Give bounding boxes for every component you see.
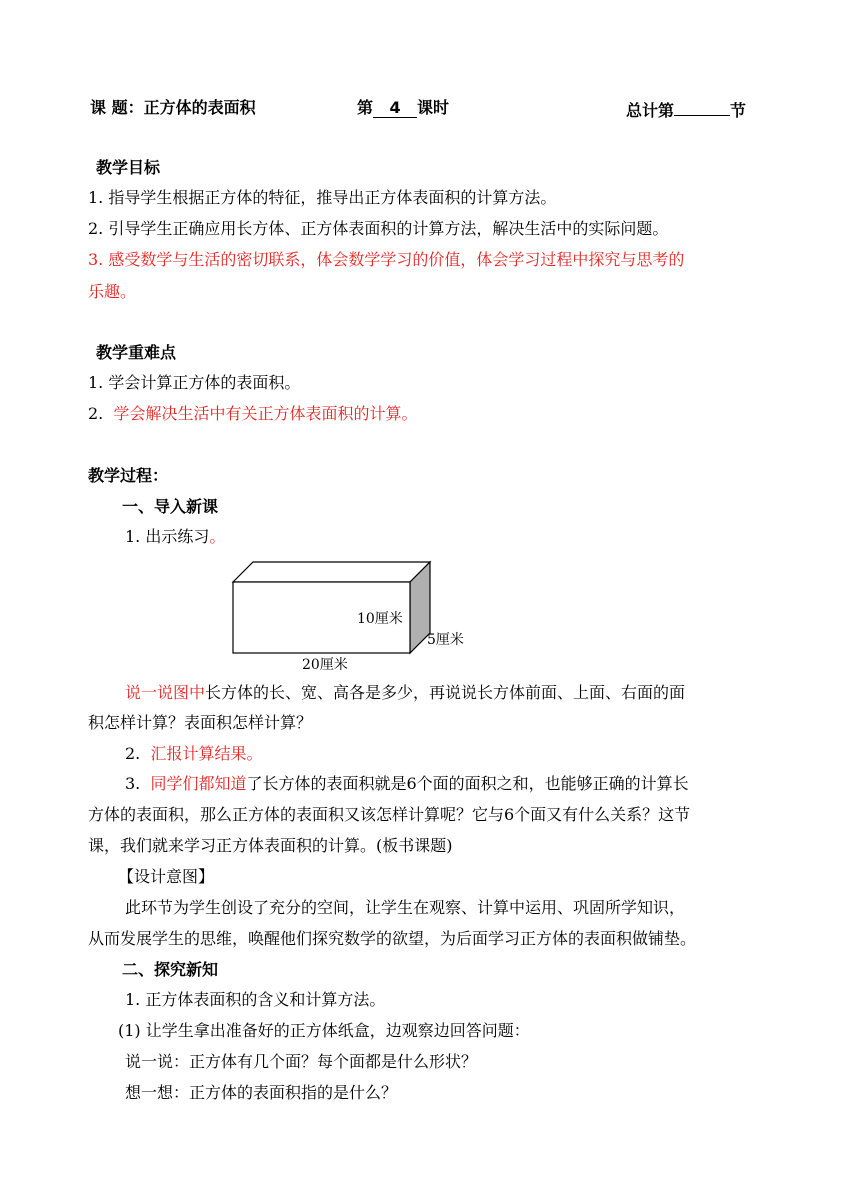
para-1-line-2: 积怎样计算？表面积怎样计算？ <box>88 713 313 732</box>
section-2-say: 说一说：正方体有几个面？每个面都是什么形状？ <box>125 1052 478 1071</box>
step-1-text: 1. 出示练习 <box>125 527 210 546</box>
section-2-item-2: (1) 让学生拿出准备好的正方体纸盒，边观察边回答问题： <box>118 1021 530 1040</box>
objective-item-2: 2. 引导学生正确应用长方体、正方体表面积的计算方法，解决生活中的实际问题。 <box>88 219 669 238</box>
key-point-item-1: 1. 学会计算正方体的表面积。 <box>88 373 301 392</box>
step-3-num: 3. <box>125 774 141 793</box>
lesson-suffix: 课时 <box>417 98 450 117</box>
lesson-number: 4 <box>373 99 417 118</box>
step-2-text: 汇报计算结果。 <box>150 744 263 763</box>
key-points-heading: 教学重难点 <box>96 343 177 362</box>
key-point-item-2 <box>88 403 417 425</box>
lesson-prefix: 第 <box>357 98 374 117</box>
section-2-item-1: 1. 正方体表面积的含义和计算方法。 <box>125 990 386 1009</box>
section-2-title: 二、探究新知 <box>122 960 219 979</box>
step-3-line-1 <box>125 773 689 795</box>
height-label: 10厘米 <box>357 611 403 627</box>
topic-title: 正方体的表面积 <box>143 98 256 117</box>
topic-line <box>90 97 256 119</box>
cuboid-top-face <box>233 562 430 582</box>
objective-item-1: 1. 指导学生根据正方体的特征，推导出正方体表面积的计算方法。 <box>88 188 557 207</box>
total-number-blank <box>674 97 730 116</box>
design-line-1: 此环节为学生创设了充分的空间，让学生在观察、计算中运用、巩固所学知识， <box>125 898 686 917</box>
design-heading: 【设计意图】 <box>118 867 215 886</box>
key-point-item-2-text: 学会解决生活中有关正方体表面积的计算。 <box>113 404 418 423</box>
cuboid-drawing <box>226 556 476 676</box>
section-2-think: 想一想：正方体的表面积指的是什么？ <box>125 1083 398 1102</box>
lesson-number-line <box>357 97 449 119</box>
section-1-title: 一、导入新课 <box>122 497 219 516</box>
objectives-heading: 教学目标 <box>96 158 161 177</box>
step-3-rest: 了长方体的表面积就是6个面的面积之和，也能够正确的计算长 <box>246 774 689 793</box>
step-1 <box>125 526 225 548</box>
depth-label: 5厘米 <box>427 632 464 648</box>
length-label: 20厘米 <box>302 657 348 673</box>
total-prefix: 总计第 <box>626 101 675 120</box>
step-3-line-3: 课，我们就来学习正方体表面积的计算。(板书课题) <box>88 836 453 855</box>
step-3-red: 同学们都知道 <box>150 774 247 793</box>
topic-label: 课 题： <box>90 98 144 117</box>
objective-item-3: 3. 感受数学与生活的密切联系，体会数学学习的价值，体会学习过程中探究与思考的 <box>88 250 685 269</box>
total-count-line <box>626 97 746 122</box>
step-2-num: 2. <box>125 744 141 763</box>
process-heading: 教学过程： <box>88 466 169 485</box>
step-3-line-2: 方体的表面积，那么正方体的表面积又该怎样计算呢？它与6个面又有什么关系？这节 <box>88 805 691 824</box>
total-suffix: 节 <box>730 101 747 120</box>
para-1-rest: 长方体的长、宽、高各是多少，再说说长方体前面、上面、右面的面 <box>205 683 686 702</box>
para-1-line-1 <box>125 682 685 704</box>
cuboid-figure <box>226 556 476 676</box>
para-1-red: 说一说图中 <box>125 683 206 702</box>
step-2 <box>125 743 262 765</box>
design-line-2: 从而发展学生的思维，唤醒他们探究数学的欲望，为后面学习正方体的表面积做铺垫。 <box>88 929 697 948</box>
key-point-item-2-num: 2. <box>88 404 104 423</box>
objective-item-3-cont: 乐趣。 <box>88 282 137 301</box>
step-1-dot: 。 <box>209 527 226 546</box>
